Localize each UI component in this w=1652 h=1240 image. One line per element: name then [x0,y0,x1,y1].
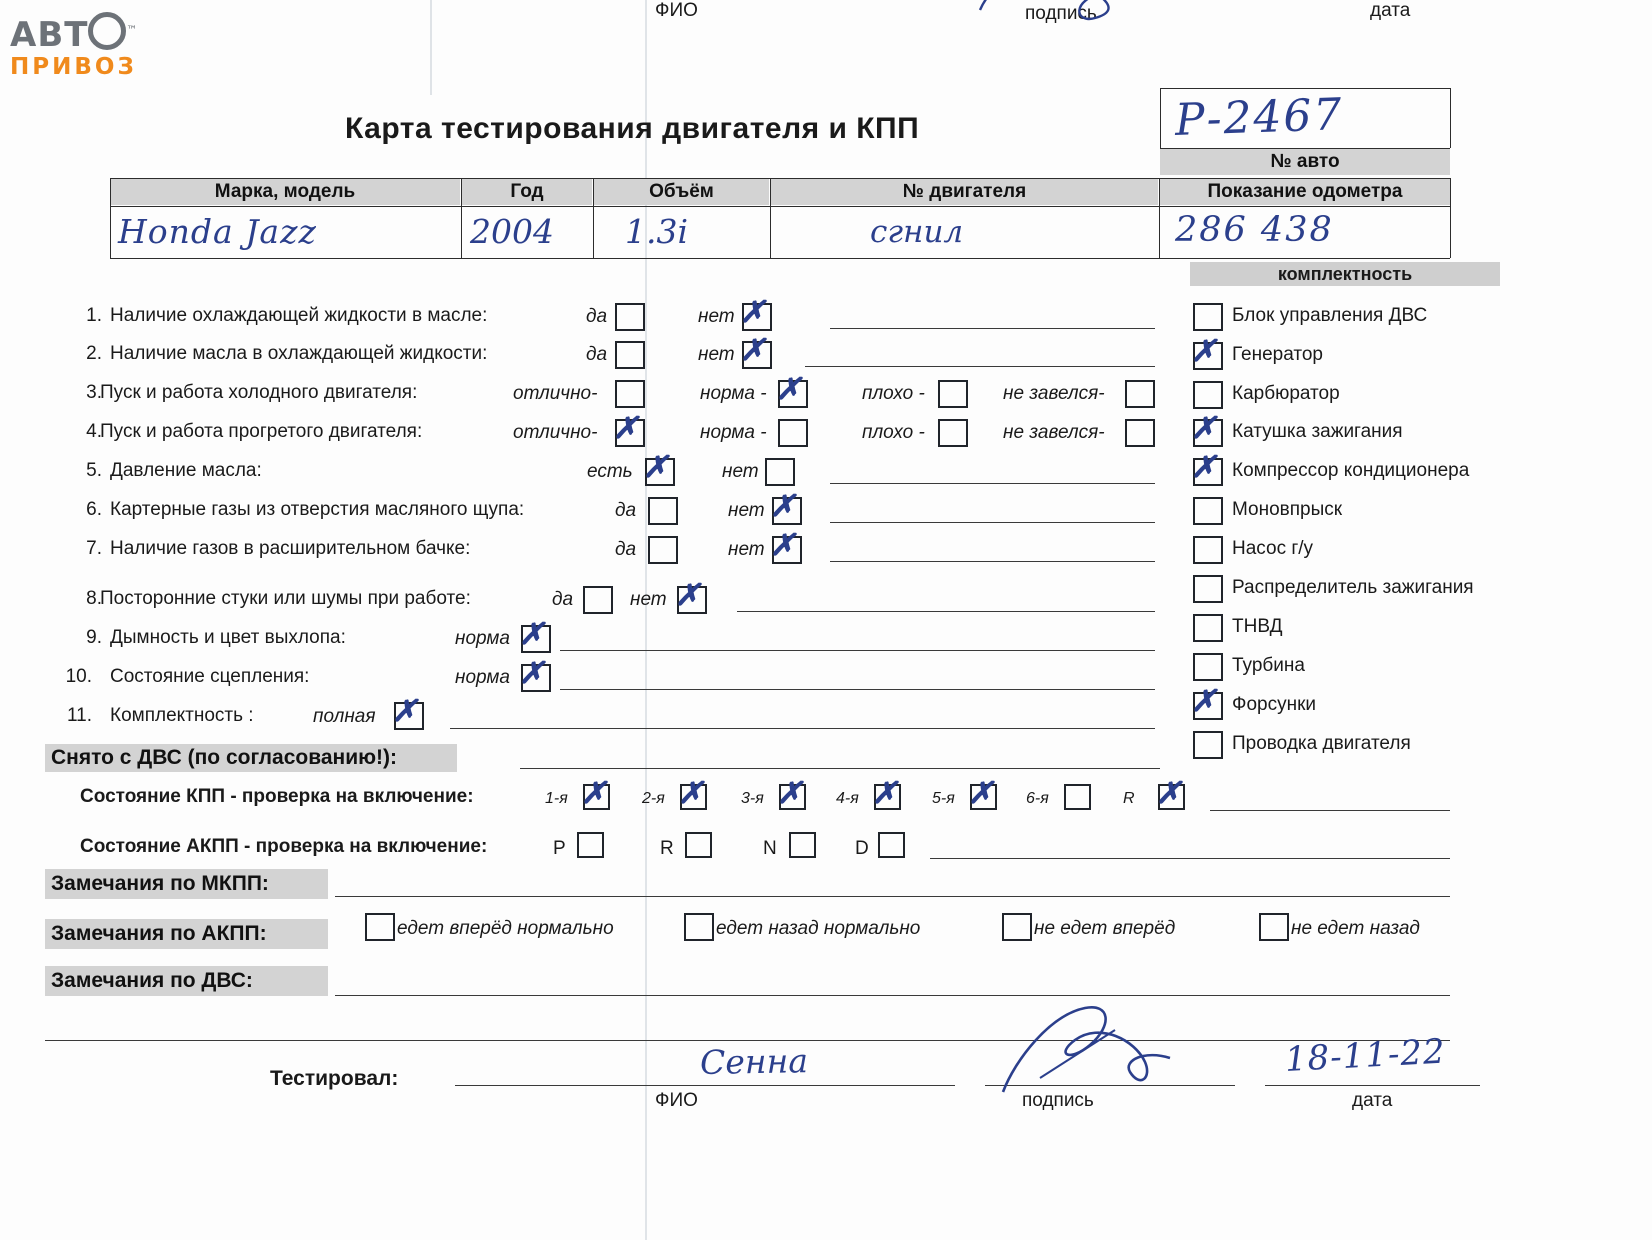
check-opt-box-1-0[interactable] [615,341,645,369]
table-v1 [110,178,111,258]
check-mark: ✗ [1191,411,1217,446]
check-opt-label-1-0: да [586,344,608,365]
col-header-volume: Объём [594,179,769,205]
check-line-4 [830,483,1155,484]
equipment-label-11: Проводка двигателя [1232,733,1411,754]
top-fio-label: ФИО [655,0,698,21]
akpp-pos-box-2[interactable] [789,832,816,858]
check-number-2: 3. [86,382,102,403]
check-mark: ✗ [643,450,669,485]
col-header-year: Год [462,179,592,205]
mkpp-gear-box-5[interactable] [1064,784,1091,810]
equipment-title: комплектность [1190,262,1500,286]
check-opt-label-3-3: не завелся- [1003,422,1105,443]
check-mark: ✗ [678,776,704,811]
check-opt-box-10-0[interactable] [392,694,424,730]
equipment-checkbox-7[interactable] [1193,575,1223,603]
check-text-8: Дымность и цвет выхлопа: [110,627,346,648]
check-number-4: 5. [86,460,102,481]
footer-date-value: 18-11-22 [1283,1031,1447,1080]
table-v3 [593,178,594,258]
notes-mkpp-line [335,896,1450,897]
notes-akpp-label: Замечания по АКПП: [45,919,328,949]
check-opt-label-1-1: нет [698,344,735,365]
check-opt-label-2-1: норма - [700,383,767,404]
footer-fio-line [455,1085,955,1086]
check-number-0: 1. [86,305,102,326]
equipment-checkbox-3[interactable] [1191,411,1223,447]
equipment-label-3: Катушка зажигания [1232,421,1403,442]
plate-box-right [1450,88,1451,148]
mkpp-gear-label-3: 4-я [836,790,859,807]
check-line-9 [560,689,1155,690]
plate-box-top [1160,88,1450,89]
check-text-7: Посторонние стуки или шумы при работе: [100,588,471,609]
check-text-1: Наличие масла в охлаждающей жидкости: [110,343,488,364]
mkpp-gear-label-2: 3-я [741,790,764,807]
check-text-3: Пуск и работа прогретого двигателя: [100,421,423,442]
check-opt-box-2-0[interactable] [615,380,645,408]
check-opt-label-6-1: нет [728,539,765,560]
check-opt-label-5-1: нет [728,500,765,521]
check-opt-label-2-2: плохо - [862,383,925,404]
check-text-0: Наличие охлаждающей жидкости в масле: [110,305,488,326]
akpp-line [930,858,1450,859]
logo-tm: ™ [126,23,139,37]
check-opt-box-7-0[interactable] [583,586,613,614]
check-line-7 [737,611,1155,612]
col-header-odometer: Показание одометра [1160,179,1450,205]
check-mark: ✗ [1191,684,1217,719]
check-opt-label-7-0: да [552,589,574,610]
check-opt-label-2-3: не завелся- [1003,383,1105,404]
akpp-pos-label-0: P [553,838,566,859]
mkpp-gear-label-5: 6-я [1026,790,1049,807]
equipment-label-2: Карбюратор [1232,383,1340,404]
plate-label: № авто [1160,149,1450,175]
notes-mkpp-label: Замечания по МКПП: [45,869,328,899]
check-mark: ✗ [968,776,994,811]
akpp-pos-box-0[interactable] [577,832,604,858]
check-mark: ✗ [581,776,607,811]
equipment-label-1: Генератор [1232,344,1323,365]
equipment-label-5: Моновпрыск [1232,499,1343,520]
plate-value: Р-2467 [1174,89,1345,146]
table-v4 [770,178,771,258]
akpp-pos-label-2: N [763,838,777,859]
check-mark: ✗ [740,333,766,368]
notes-akpp-label-2: не едет вперёд [1034,918,1176,939]
check-opt-label-5-0: да [615,500,637,521]
equipment-label-4: Компрессор кондиционера [1232,460,1470,481]
equipment-checkbox-6[interactable] [1193,536,1223,564]
value-year: 2004 [470,212,554,251]
footer-date-label: дата [1352,1090,1393,1111]
equipment-checkbox-0[interactable] [1193,303,1223,331]
equipment-label-0: Блок управления ДВС [1232,305,1428,326]
check-opt-box-4-1[interactable] [765,458,795,486]
mkpp-gear-box-3[interactable] [872,776,901,811]
check-line-0 [830,328,1155,329]
check-opt-label-4-1: нет [722,461,759,482]
mkpp-gear-label-4: 5-я [932,790,955,807]
mkpp-gear-box-4[interactable] [968,776,997,811]
equipment-label-7: Распределитель зажигания [1232,577,1474,598]
mkpp-gear-box-2[interactable] [777,776,806,811]
mkpp-label: Состояние КПП - проверка на включение: [80,786,474,807]
footer-signature-ink [995,1000,1205,1095]
check-opt-label-0-1: нет [698,306,735,327]
check-opt-box-3-0[interactable] [613,411,645,447]
check-mark: ✗ [519,656,545,691]
check-text-2: Пуск и работа холодного двигателя: [100,382,418,403]
check-mark: ✗ [776,372,802,407]
equipment-label-10: Форсунки [1232,694,1316,715]
mkpp-gear-box-1[interactable] [678,776,707,811]
equipment-label-6: Насос г/у [1232,538,1314,559]
check-mark: ✗ [770,528,796,563]
check-opt-box-2-3[interactable] [1125,380,1155,408]
check-opt-box-3-2[interactable] [938,419,968,447]
check-number-5: 6. [86,499,102,520]
notes-akpp-label-0: едет вперёд нормально [397,918,614,939]
check-text-9: Состояние сцепления: [110,666,310,687]
logo-brand: АВТ [10,15,89,55]
equipment-checkbox-10[interactable] [1191,684,1223,720]
check-opt-box-9-0[interactable] [519,656,551,692]
value-volume: 1.3i [625,212,689,251]
check-line-6 [830,561,1155,562]
equipment-label-9: Турбина [1232,655,1305,676]
check-line-8 [560,650,1155,651]
mkpp-gear-box-6[interactable] [1156,776,1185,811]
mkpp-gear-label-1: 2-я [642,790,665,807]
equipment-checkbox-4[interactable] [1191,450,1223,486]
check-opt-label-3-0: отлично- [513,422,598,443]
notes-akpp-box-0[interactable] [365,913,395,941]
notes-dvs-line-1 [335,995,1450,996]
check-opt-label-7-1: нет [630,589,667,610]
equipment-checkbox-2[interactable] [1193,381,1223,409]
akpp-pos-label-1: R [660,838,674,859]
footer-fio-value: Сенна [699,1041,809,1082]
check-opt-box-7-1[interactable] [675,578,707,614]
top-signature-label: подпись [1025,3,1097,24]
check-opt-box-5-0[interactable] [648,497,678,525]
check-opt-box-2-2[interactable] [938,380,968,408]
check-text-10: Комплектность : [110,705,254,726]
notes-akpp-box-1[interactable] [684,913,714,941]
akpp-label: Состояние АКПП - проверка на включение: [80,836,488,857]
check-opt-label-8-0: норма [455,628,510,649]
check-opt-box-0-1[interactable] [740,295,772,331]
check-mark: ✗ [1191,450,1217,485]
footer-signature-label: подпись [1022,1090,1094,1111]
table-line-bottom [110,258,1450,259]
table-v5 [1159,178,1160,258]
equipment-checkbox-9[interactable] [1193,653,1223,681]
check-opt-label-10-0: полная [313,706,376,727]
notes-akpp-box-2[interactable] [1002,913,1032,941]
equipment-checkbox-1[interactable] [1191,334,1223,370]
check-opt-box-4-0[interactable] [643,450,675,486]
check-number-8: 9. [86,627,102,648]
check-opt-box-2-1[interactable] [776,372,808,408]
table-v2 [461,178,462,258]
check-number-9: 10. [65,666,92,687]
check-mark: ✗ [777,776,803,811]
check-mark: ✗ [740,295,766,330]
check-number-10: 11. [66,705,92,726]
check-mark: ✗ [872,776,898,811]
notes-dvs-line-2 [45,1040,1450,1041]
check-text-6: Наличие газов в расширительном бачке: [110,538,471,559]
check-opt-box-3-1[interactable] [778,419,808,447]
value-engine-no: сгнил [870,214,964,250]
check-opt-box-3-3[interactable] [1125,419,1155,447]
footer-date-line [1265,1085,1480,1086]
check-opt-label-4-0: есть [587,461,633,482]
akpp-pos-box-3[interactable] [878,832,905,858]
check-line-5 [830,522,1155,523]
check-mark: ✗ [675,578,701,613]
top-signature-ink [975,0,1165,30]
akpp-pos-label-3: D [855,838,869,859]
check-opt-box-5-1[interactable] [770,489,802,525]
notes-akpp-label-1: едет назад нормально [716,918,921,939]
col-header-brand: Марка, модель [110,179,460,205]
table-line-mid [110,206,1450,207]
col-header-engine-no: № двигателя [771,179,1158,205]
logo-top-text [10,8,170,55]
check-opt-label-9-0: норма [455,667,510,688]
check-line-10 [450,728,1155,729]
mkpp-gear-box-0[interactable] [581,776,610,811]
check-number-7: 8. [86,588,102,609]
top-date-label: дата [1370,0,1411,21]
tested-label: Тестировал: [270,1067,399,1090]
check-opt-box-6-1[interactable] [770,528,802,564]
equipment-checkbox-8[interactable] [1193,614,1223,642]
plate-box-left [1160,88,1161,148]
check-number-1: 2. [86,343,102,364]
check-text-5: Картерные газы из отверстия масляного щупа: [110,499,525,520]
logo [10,8,170,80]
check-line-1 [805,366,1155,367]
akpp-pos-box-1[interactable] [685,832,712,858]
notes-dvs-label: Замечания по ДВС: [45,966,328,996]
check-opt-box-8-0[interactable] [519,617,551,653]
equipment-checkbox-5[interactable] [1193,497,1223,525]
removed-line [520,768,1160,769]
check-number-6: 7. [86,538,102,559]
check-opt-label-2-0: отлично- [513,383,598,404]
check-opt-label-6-0: да [615,539,637,560]
check-mark: ✗ [1191,334,1217,369]
table-v6 [1450,178,1451,258]
equipment-checkbox-11[interactable] [1193,731,1223,759]
footer-fio-label: ФИО [655,1090,698,1111]
check-number-3: 4. [86,421,102,442]
check-mark: ✗ [392,694,418,729]
value-odometer: 286 438 [1175,210,1334,250]
mkpp-gear-label-0: 1-я [545,790,568,807]
notes-akpp-label-3: не едет назад [1291,918,1420,939]
value-brand-model: Honda Jazz [118,212,317,251]
logo-bottom-text: ПРИВОЗ [10,54,137,80]
mkpp-gear-label-6: R [1123,790,1135,807]
check-opt-box-0-0[interactable] [615,303,645,331]
check-mark: ✗ [770,489,796,524]
check-opt-label-0-0: да [586,306,608,327]
check-mark: ✗ [519,617,545,652]
check-mark: ✗ [1156,776,1182,811]
check-mark: ✗ [613,411,639,446]
removed-from-engine-label: Снято с ДВС (по согласованию!): [45,744,457,772]
check-opt-label-3-2: плохо - [862,422,925,443]
check-opt-label-3-1: норма - [700,422,767,443]
logo-circle-icon [88,12,126,50]
mkpp-line [1210,810,1450,811]
check-opt-box-6-0[interactable] [648,536,678,564]
scan-fold-line-top [430,0,432,95]
equipment-label-8: ТНВД [1232,616,1283,637]
page-title: Карта тестирования двигателя и КПП [345,112,920,145]
notes-akpp-box-3[interactable] [1259,913,1289,941]
check-opt-box-1-1[interactable] [740,333,772,369]
table-line-top [110,178,1450,179]
check-text-4: Давление масла: [110,460,262,481]
